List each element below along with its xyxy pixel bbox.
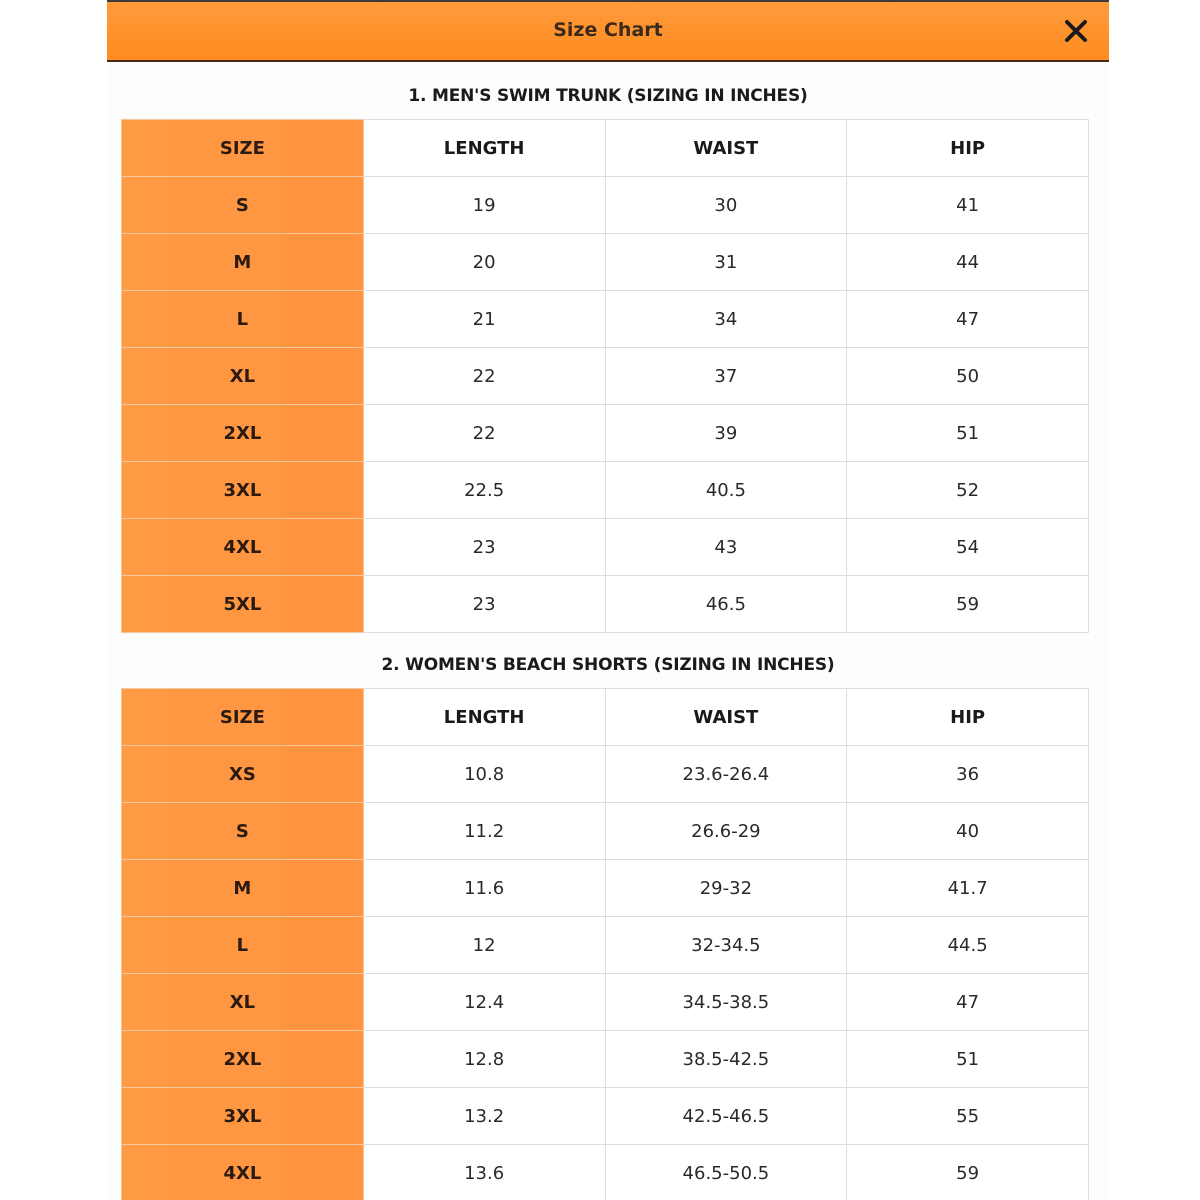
size-cell: S bbox=[122, 803, 364, 860]
size-cell: 2XL bbox=[122, 1031, 364, 1088]
table-row bbox=[122, 803, 1089, 860]
measurement-cell-hip: 41 bbox=[847, 177, 1089, 234]
close-icon bbox=[1061, 16, 1091, 46]
measurement-cell-hip: 55 bbox=[847, 1088, 1089, 1145]
size-cell: 3XL bbox=[122, 1088, 364, 1145]
size-cell: 5XL bbox=[122, 576, 364, 633]
table-row bbox=[122, 177, 1089, 234]
section-title-womens: 2. WOMEN'S BEACH SHORTS (SIZING IN INCHES) bbox=[381, 655, 835, 675]
measurement-cell-hip: 52 bbox=[847, 462, 1089, 519]
column-header-size: SIZE bbox=[122, 689, 364, 746]
measurement-cell-length: 11.6 bbox=[363, 860, 605, 917]
measurement-cell-waist: 40.5 bbox=[605, 462, 847, 519]
table-row bbox=[122, 917, 1089, 974]
measurement-cell-hip: 44 bbox=[847, 234, 1089, 291]
table-row bbox=[122, 291, 1089, 348]
measurement-cell-length: 22 bbox=[363, 405, 605, 462]
measurement-cell-waist: 38.5-42.5 bbox=[605, 1031, 847, 1088]
column-header-waist: WAIST bbox=[605, 689, 847, 746]
table-row bbox=[122, 519, 1089, 576]
table-header-row bbox=[122, 120, 1089, 177]
table-row bbox=[122, 348, 1089, 405]
measurement-cell-waist: 31 bbox=[605, 234, 847, 291]
measurement-cell-length: 13.2 bbox=[363, 1088, 605, 1145]
table-row bbox=[122, 974, 1089, 1031]
column-header-size: SIZE bbox=[122, 120, 364, 177]
measurement-cell-waist: 30 bbox=[605, 177, 847, 234]
size-cell: 2XL bbox=[122, 405, 364, 462]
size-cell: 4XL bbox=[122, 519, 364, 576]
measurement-cell-length: 23 bbox=[363, 519, 605, 576]
size-cell: M bbox=[122, 234, 364, 291]
size-cell: L bbox=[122, 917, 364, 974]
size-cell: XL bbox=[122, 974, 364, 1031]
measurement-cell-length: 21 bbox=[363, 291, 605, 348]
modal-title: Size Chart bbox=[553, 19, 663, 41]
measurement-cell-waist: 39 bbox=[605, 405, 847, 462]
size-cell: S bbox=[122, 177, 364, 234]
measurement-cell-length: 12.8 bbox=[363, 1031, 605, 1088]
size-cell: M bbox=[122, 860, 364, 917]
measurement-cell-length: 12.4 bbox=[363, 974, 605, 1031]
measurement-cell-waist: 23.6-26.4 bbox=[605, 746, 847, 803]
table-row bbox=[122, 576, 1089, 633]
measurement-cell-hip: 59 bbox=[847, 1145, 1089, 1200]
column-header-length: LENGTH bbox=[363, 120, 605, 177]
table-row bbox=[122, 1031, 1089, 1088]
measurement-cell-waist: 32-34.5 bbox=[605, 917, 847, 974]
table-row bbox=[122, 746, 1089, 803]
size-cell: 4XL bbox=[122, 1145, 364, 1200]
mens-size-table bbox=[121, 119, 1089, 633]
mens-size-table-body bbox=[122, 120, 1089, 633]
measurement-cell-waist: 42.5-46.5 bbox=[605, 1088, 847, 1145]
measurement-cell-length: 19 bbox=[363, 177, 605, 234]
column-header-hip: HIP bbox=[847, 120, 1089, 177]
womens-size-table-body bbox=[122, 689, 1089, 1200]
womens-size-table bbox=[121, 688, 1089, 1200]
measurement-cell-hip: 47 bbox=[847, 291, 1089, 348]
measurement-cell-hip: 41.7 bbox=[847, 860, 1089, 917]
size-cell: 3XL bbox=[122, 462, 364, 519]
modal-header bbox=[107, 0, 1109, 62]
table-row bbox=[122, 1088, 1089, 1145]
table-row bbox=[122, 462, 1089, 519]
measurement-cell-waist: 46.5 bbox=[605, 576, 847, 633]
size-cell: XL bbox=[122, 348, 364, 405]
column-header-waist: WAIST bbox=[605, 120, 847, 177]
measurement-cell-length: 22.5 bbox=[363, 462, 605, 519]
size-cell: XS bbox=[122, 746, 364, 803]
measurement-cell-hip: 36 bbox=[847, 746, 1089, 803]
measurement-cell-hip: 59 bbox=[847, 576, 1089, 633]
table-row bbox=[122, 234, 1089, 291]
section-title-mens: 1. MEN'S SWIM TRUNK (SIZING IN INCHES) bbox=[408, 86, 808, 106]
measurement-cell-hip: 54 bbox=[847, 519, 1089, 576]
measurement-cell-hip: 47 bbox=[847, 974, 1089, 1031]
table-row bbox=[122, 860, 1089, 917]
table-header-row bbox=[122, 689, 1089, 746]
measurement-cell-length: 13.6 bbox=[363, 1145, 605, 1200]
column-header-hip: HIP bbox=[847, 689, 1089, 746]
measurement-cell-waist: 34 bbox=[605, 291, 847, 348]
measurement-cell-length: 20 bbox=[363, 234, 605, 291]
measurement-cell-length: 12 bbox=[363, 917, 605, 974]
column-header-length: LENGTH bbox=[363, 689, 605, 746]
close-button[interactable] bbox=[1061, 16, 1091, 46]
size-cell: L bbox=[122, 291, 364, 348]
table-row bbox=[122, 405, 1089, 462]
table-row bbox=[122, 1145, 1089, 1200]
measurement-cell-length: 11.2 bbox=[363, 803, 605, 860]
measurement-cell-waist: 26.6-29 bbox=[605, 803, 847, 860]
measurement-cell-waist: 43 bbox=[605, 519, 847, 576]
measurement-cell-hip: 51 bbox=[847, 1031, 1089, 1088]
measurement-cell-waist: 37 bbox=[605, 348, 847, 405]
measurement-cell-length: 22 bbox=[363, 348, 605, 405]
measurement-cell-waist: 34.5-38.5 bbox=[605, 974, 847, 1031]
measurement-cell-hip: 50 bbox=[847, 348, 1089, 405]
measurement-cell-length: 10.8 bbox=[363, 746, 605, 803]
measurement-cell-waist: 29-32 bbox=[605, 860, 847, 917]
measurement-cell-hip: 44.5 bbox=[847, 917, 1089, 974]
measurement-cell-hip: 51 bbox=[847, 405, 1089, 462]
measurement-cell-hip: 40 bbox=[847, 803, 1089, 860]
measurement-cell-length: 23 bbox=[363, 576, 605, 633]
size-chart-modal bbox=[107, 0, 1109, 1200]
measurement-cell-waist: 46.5-50.5 bbox=[605, 1145, 847, 1200]
